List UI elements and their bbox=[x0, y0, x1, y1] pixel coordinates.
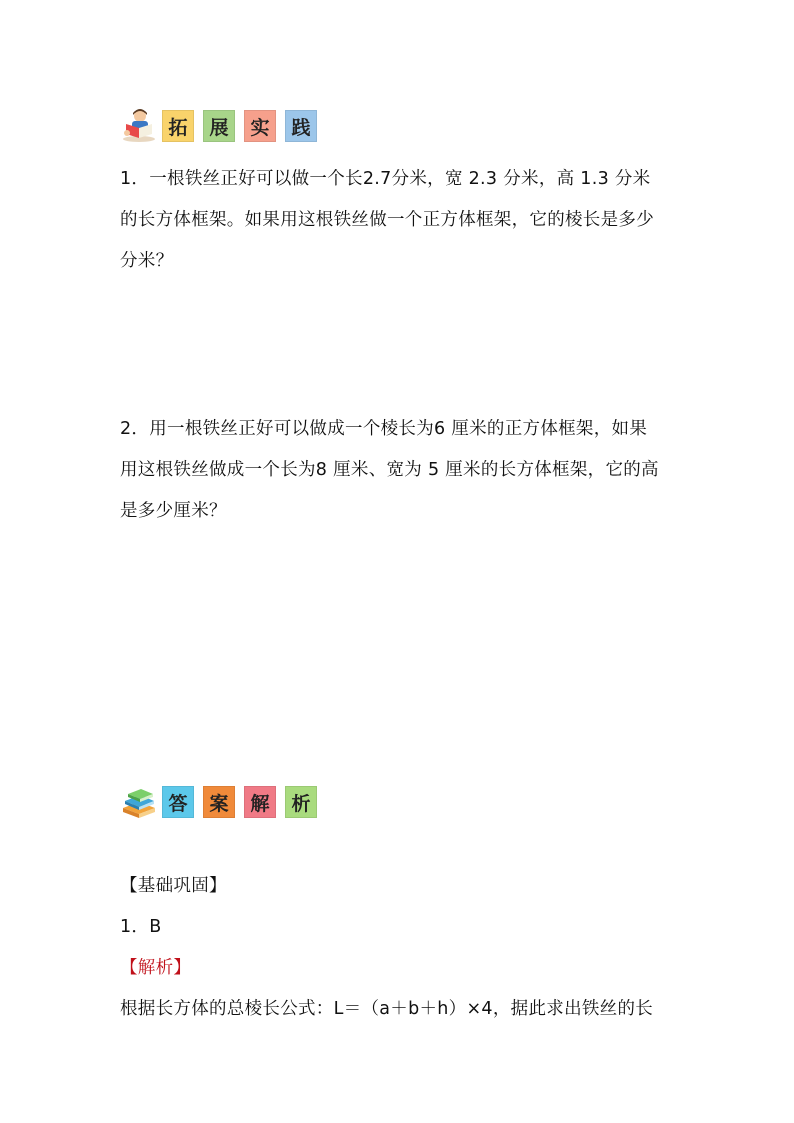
question-1-line-2: 的长方体框架。如果用这根铁丝做一个正方体框架，它的棱长是多少 bbox=[120, 210, 654, 230]
question-2-line-1: 2．用一根铁丝正好可以做成一个棱长为6 厘米的正方体框架，如果 bbox=[120, 419, 648, 439]
question-1-line-3: 分米？ bbox=[120, 251, 174, 271]
practice-section-header bbox=[120, 107, 326, 145]
tile-zhan: 展 bbox=[203, 110, 235, 142]
tile-jie: 解 bbox=[244, 786, 276, 818]
answer-content bbox=[120, 866, 680, 1030]
tile-da: 答 bbox=[162, 786, 194, 818]
question-2-line-2: 用这根铁丝做成一个长为8 厘米、宽为 5 厘米的长方体框架，它的高 bbox=[120, 460, 659, 480]
question-1 bbox=[120, 159, 680, 282]
question-2 bbox=[120, 409, 680, 532]
answer-subheading: 【基础巩固】 bbox=[120, 876, 227, 896]
answer-section-header bbox=[120, 783, 326, 821]
analysis-label: 【解析】 bbox=[120, 958, 192, 978]
tile-tuo: 拓 bbox=[162, 110, 194, 142]
answer-line: 1．B bbox=[120, 917, 162, 937]
tile-an: 案 bbox=[203, 786, 235, 818]
question-1-line-1: 1．一根铁丝正好可以做一个长2.7分米，宽 2.3 分米，高 1.3 分米 bbox=[120, 169, 651, 189]
reading-child-icon bbox=[120, 108, 158, 144]
tile-jian: 践 bbox=[285, 110, 317, 142]
tile-shi: 实 bbox=[244, 110, 276, 142]
analysis-text: 根据长方体的总棱长公式：L＝（a＋b＋h）×4，据此求出铁丝的长 bbox=[120, 999, 654, 1019]
stacked-books-icon bbox=[120, 784, 158, 820]
tile-xi: 析 bbox=[285, 786, 317, 818]
question-2-line-3: 是多少厘米？ bbox=[120, 501, 227, 521]
